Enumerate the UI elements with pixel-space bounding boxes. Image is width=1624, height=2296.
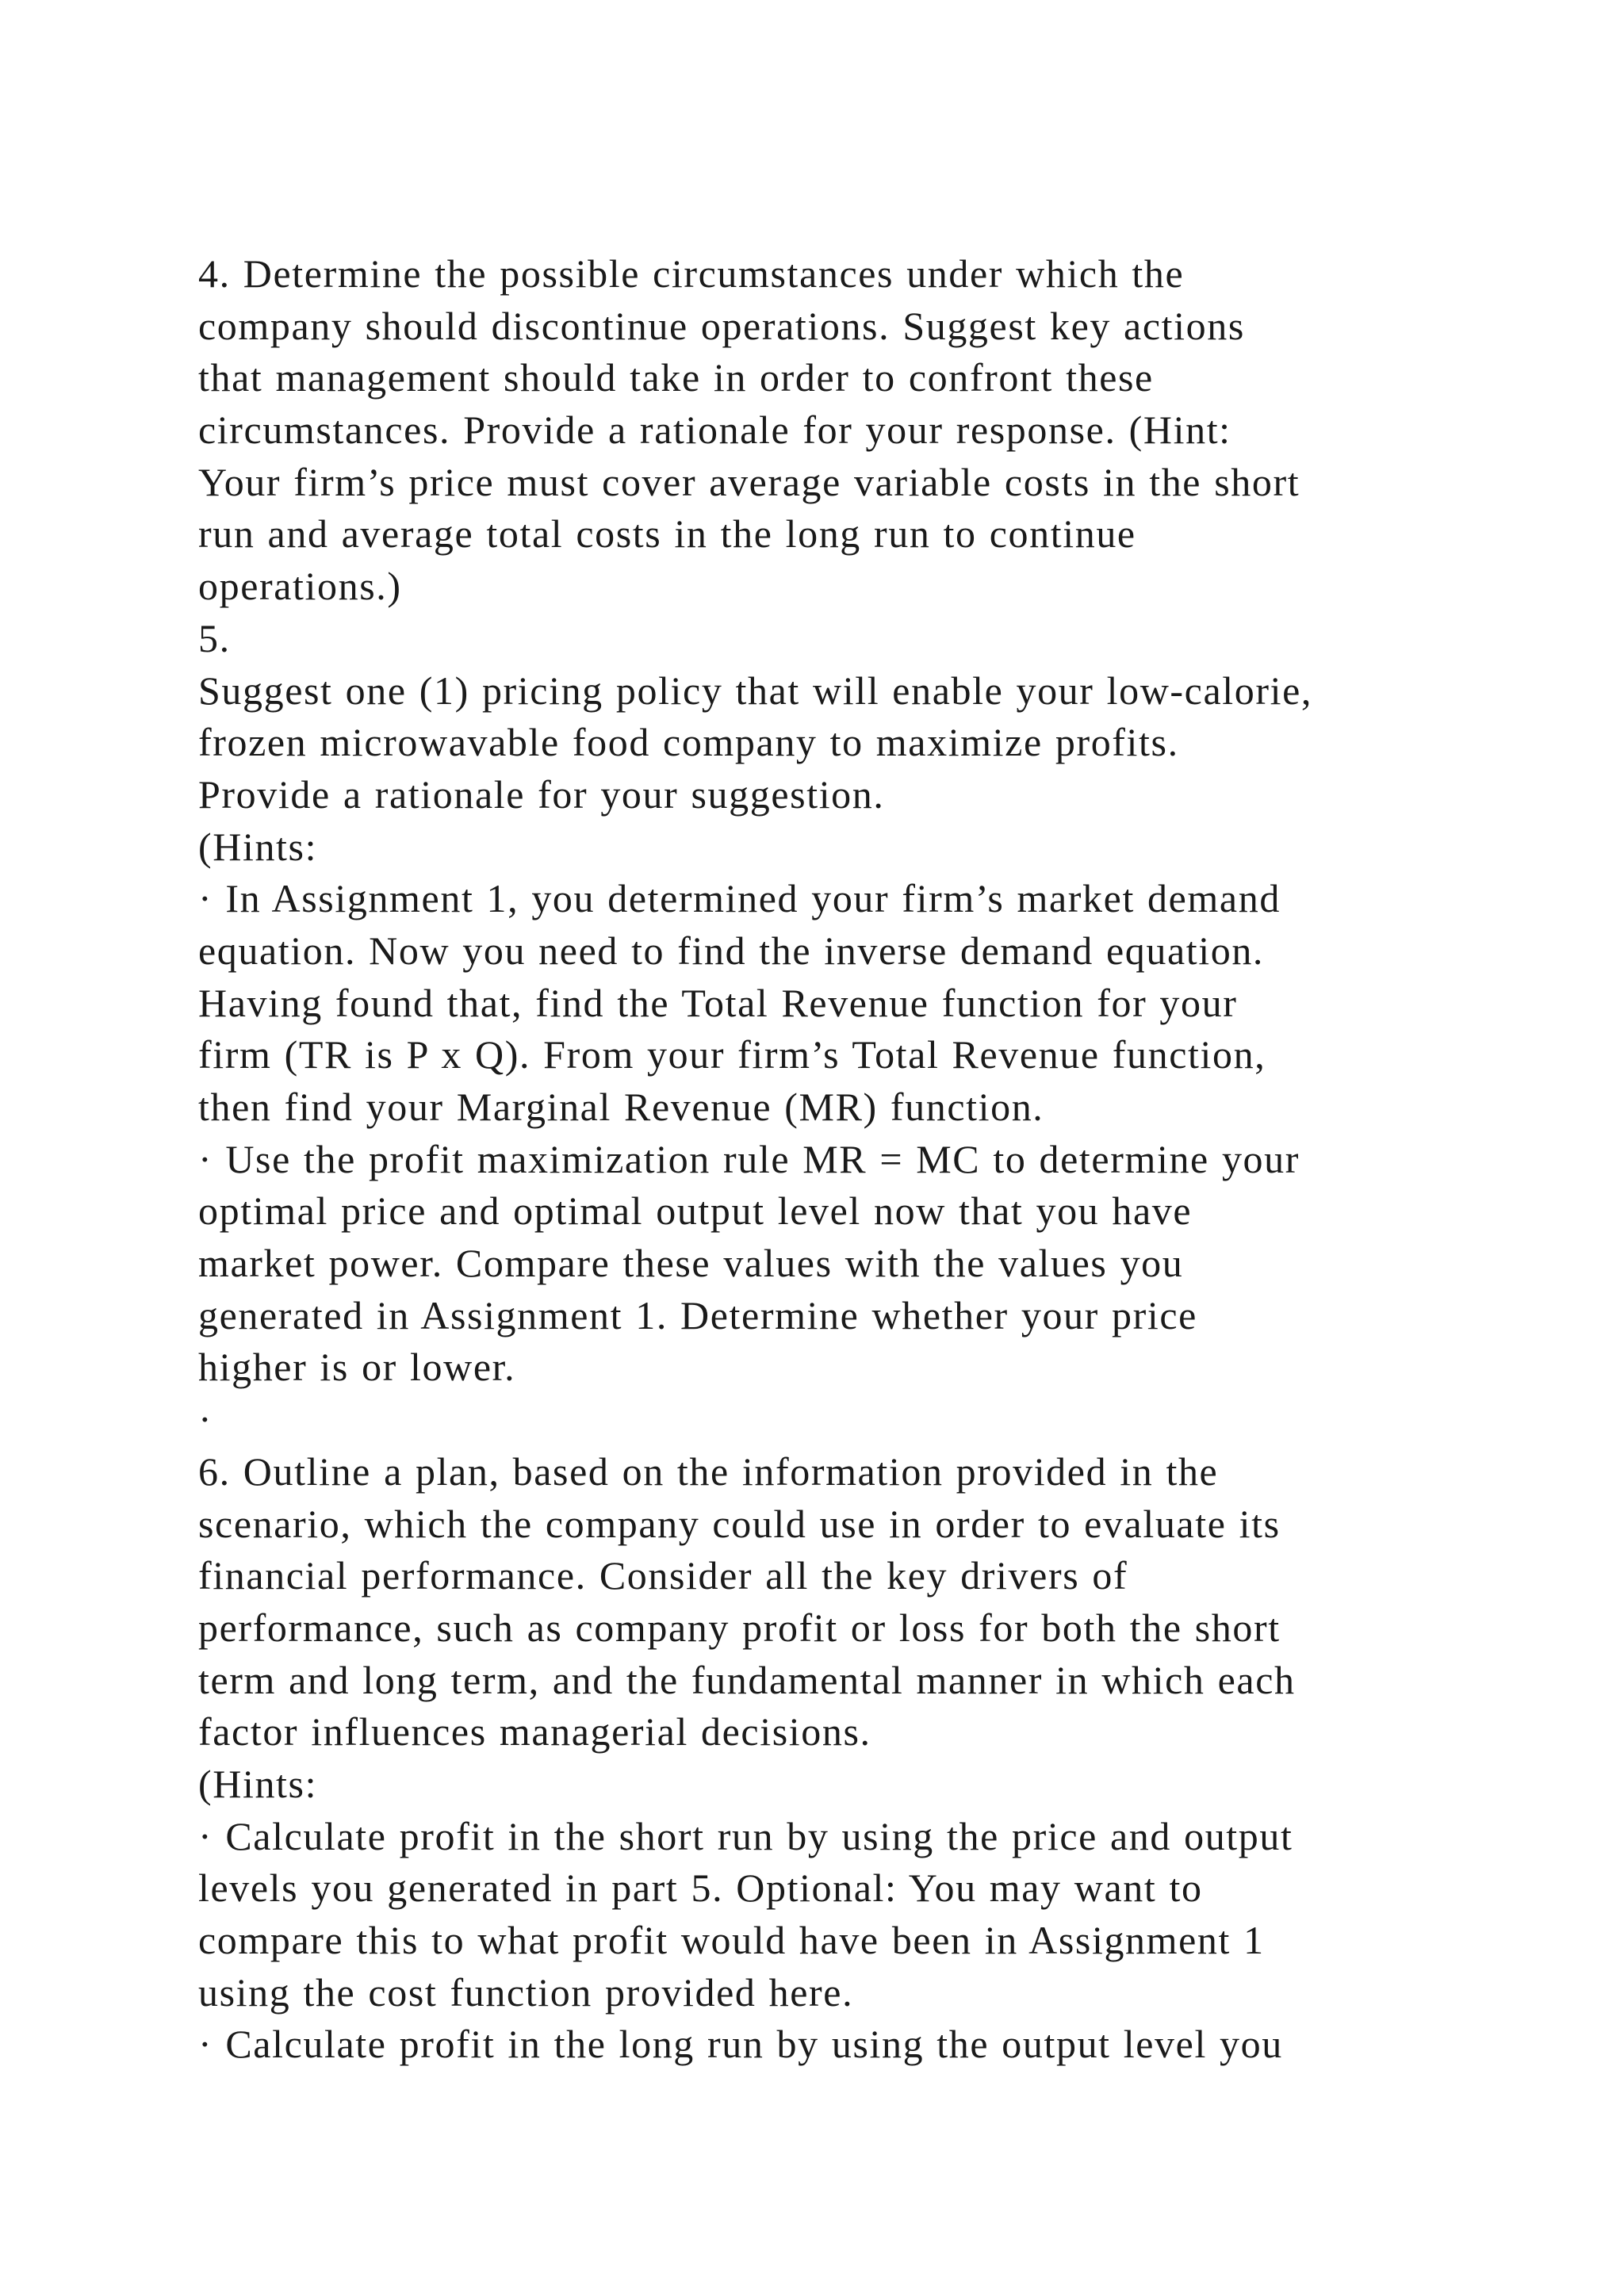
text-line: (Hints: (198, 1761, 318, 1806)
text-line: 6. Outline a plan, based on the information provided in the (198, 1448, 1219, 1494)
text-line: levels you generated in part 5. Optional: You may want to (198, 1866, 1203, 1911)
text-line: scenario, which the company could use in order to evaluate its (198, 1501, 1281, 1546)
text-line: · Use the profit maximization rule MR = MC to determine your (198, 1136, 1300, 1181)
text-line: (Hints: (198, 824, 318, 869)
text-line: performance, such as company profit or loss for both the short (198, 1605, 1281, 1650)
text-line: equation. Now you need to find the inverse demand equation. (198, 928, 1265, 973)
text-line: run and average total costs in the long run to continue (198, 511, 1136, 557)
text-line: compare this to what profit would have been in Assignment 1 (198, 1918, 1265, 1962)
text-line: operations.) (198, 564, 402, 609)
text-line: financial performance. Consider all the key drivers of (198, 1553, 1128, 1598)
text-line: optimal price and optimal output level now that you have (198, 1188, 1193, 1234)
text-line: that management should take in order to confront these (198, 355, 1154, 400)
text-line: higher is or lower. (198, 1345, 516, 1390)
text-line: Provide a rationale for your suggestion. (198, 771, 885, 817)
text-line: · (198, 1397, 213, 1442)
text-line: firm (TR is P x Q). From your firm’s Total Revenue function, (198, 1032, 1266, 1077)
text-line: using the cost function provided here. (198, 1969, 854, 2015)
text-line: frozen microwavable food company to maximize profits. (198, 720, 1179, 765)
text-line: Having found that, find the Total Revenue function for your (198, 980, 1238, 1025)
document-body (198, 248, 1546, 2071)
text-line: 4. Determine the possible circumstances under which the (198, 251, 1185, 296)
text-line: term and long term, and the fundamental manner in which each (198, 1657, 1296, 1702)
text-line: factor influences managerial decisions. (198, 1709, 871, 1755)
text-line: then find your Marginal Revenue (MR) function. (198, 1085, 1044, 1129)
text-line: company should discontinue operations. Suggest key actions (198, 303, 1245, 348)
text-line: market power. Compare these values with the values you (198, 1241, 1184, 1286)
text-line: generated in Assignment 1. Determine whether your price (198, 1292, 1197, 1337)
text-line: · Calculate profit in the short run by using the price and output (198, 1813, 1293, 1858)
text-line: · In Assignment 1, you determined your firm’s market demand (198, 876, 1281, 921)
text-line: circumstances. Provide a rationale for your response. (Hint: (198, 408, 1231, 453)
text-line: Suggest one (1) pricing policy that will enable your low-calorie, (198, 668, 1312, 713)
text-line: 5. (198, 615, 231, 660)
text-line: · Calculate profit in the long run by using the output level you (198, 2022, 1283, 2067)
text-line: Your firm’s price must cover average variable costs in the short (198, 459, 1300, 504)
